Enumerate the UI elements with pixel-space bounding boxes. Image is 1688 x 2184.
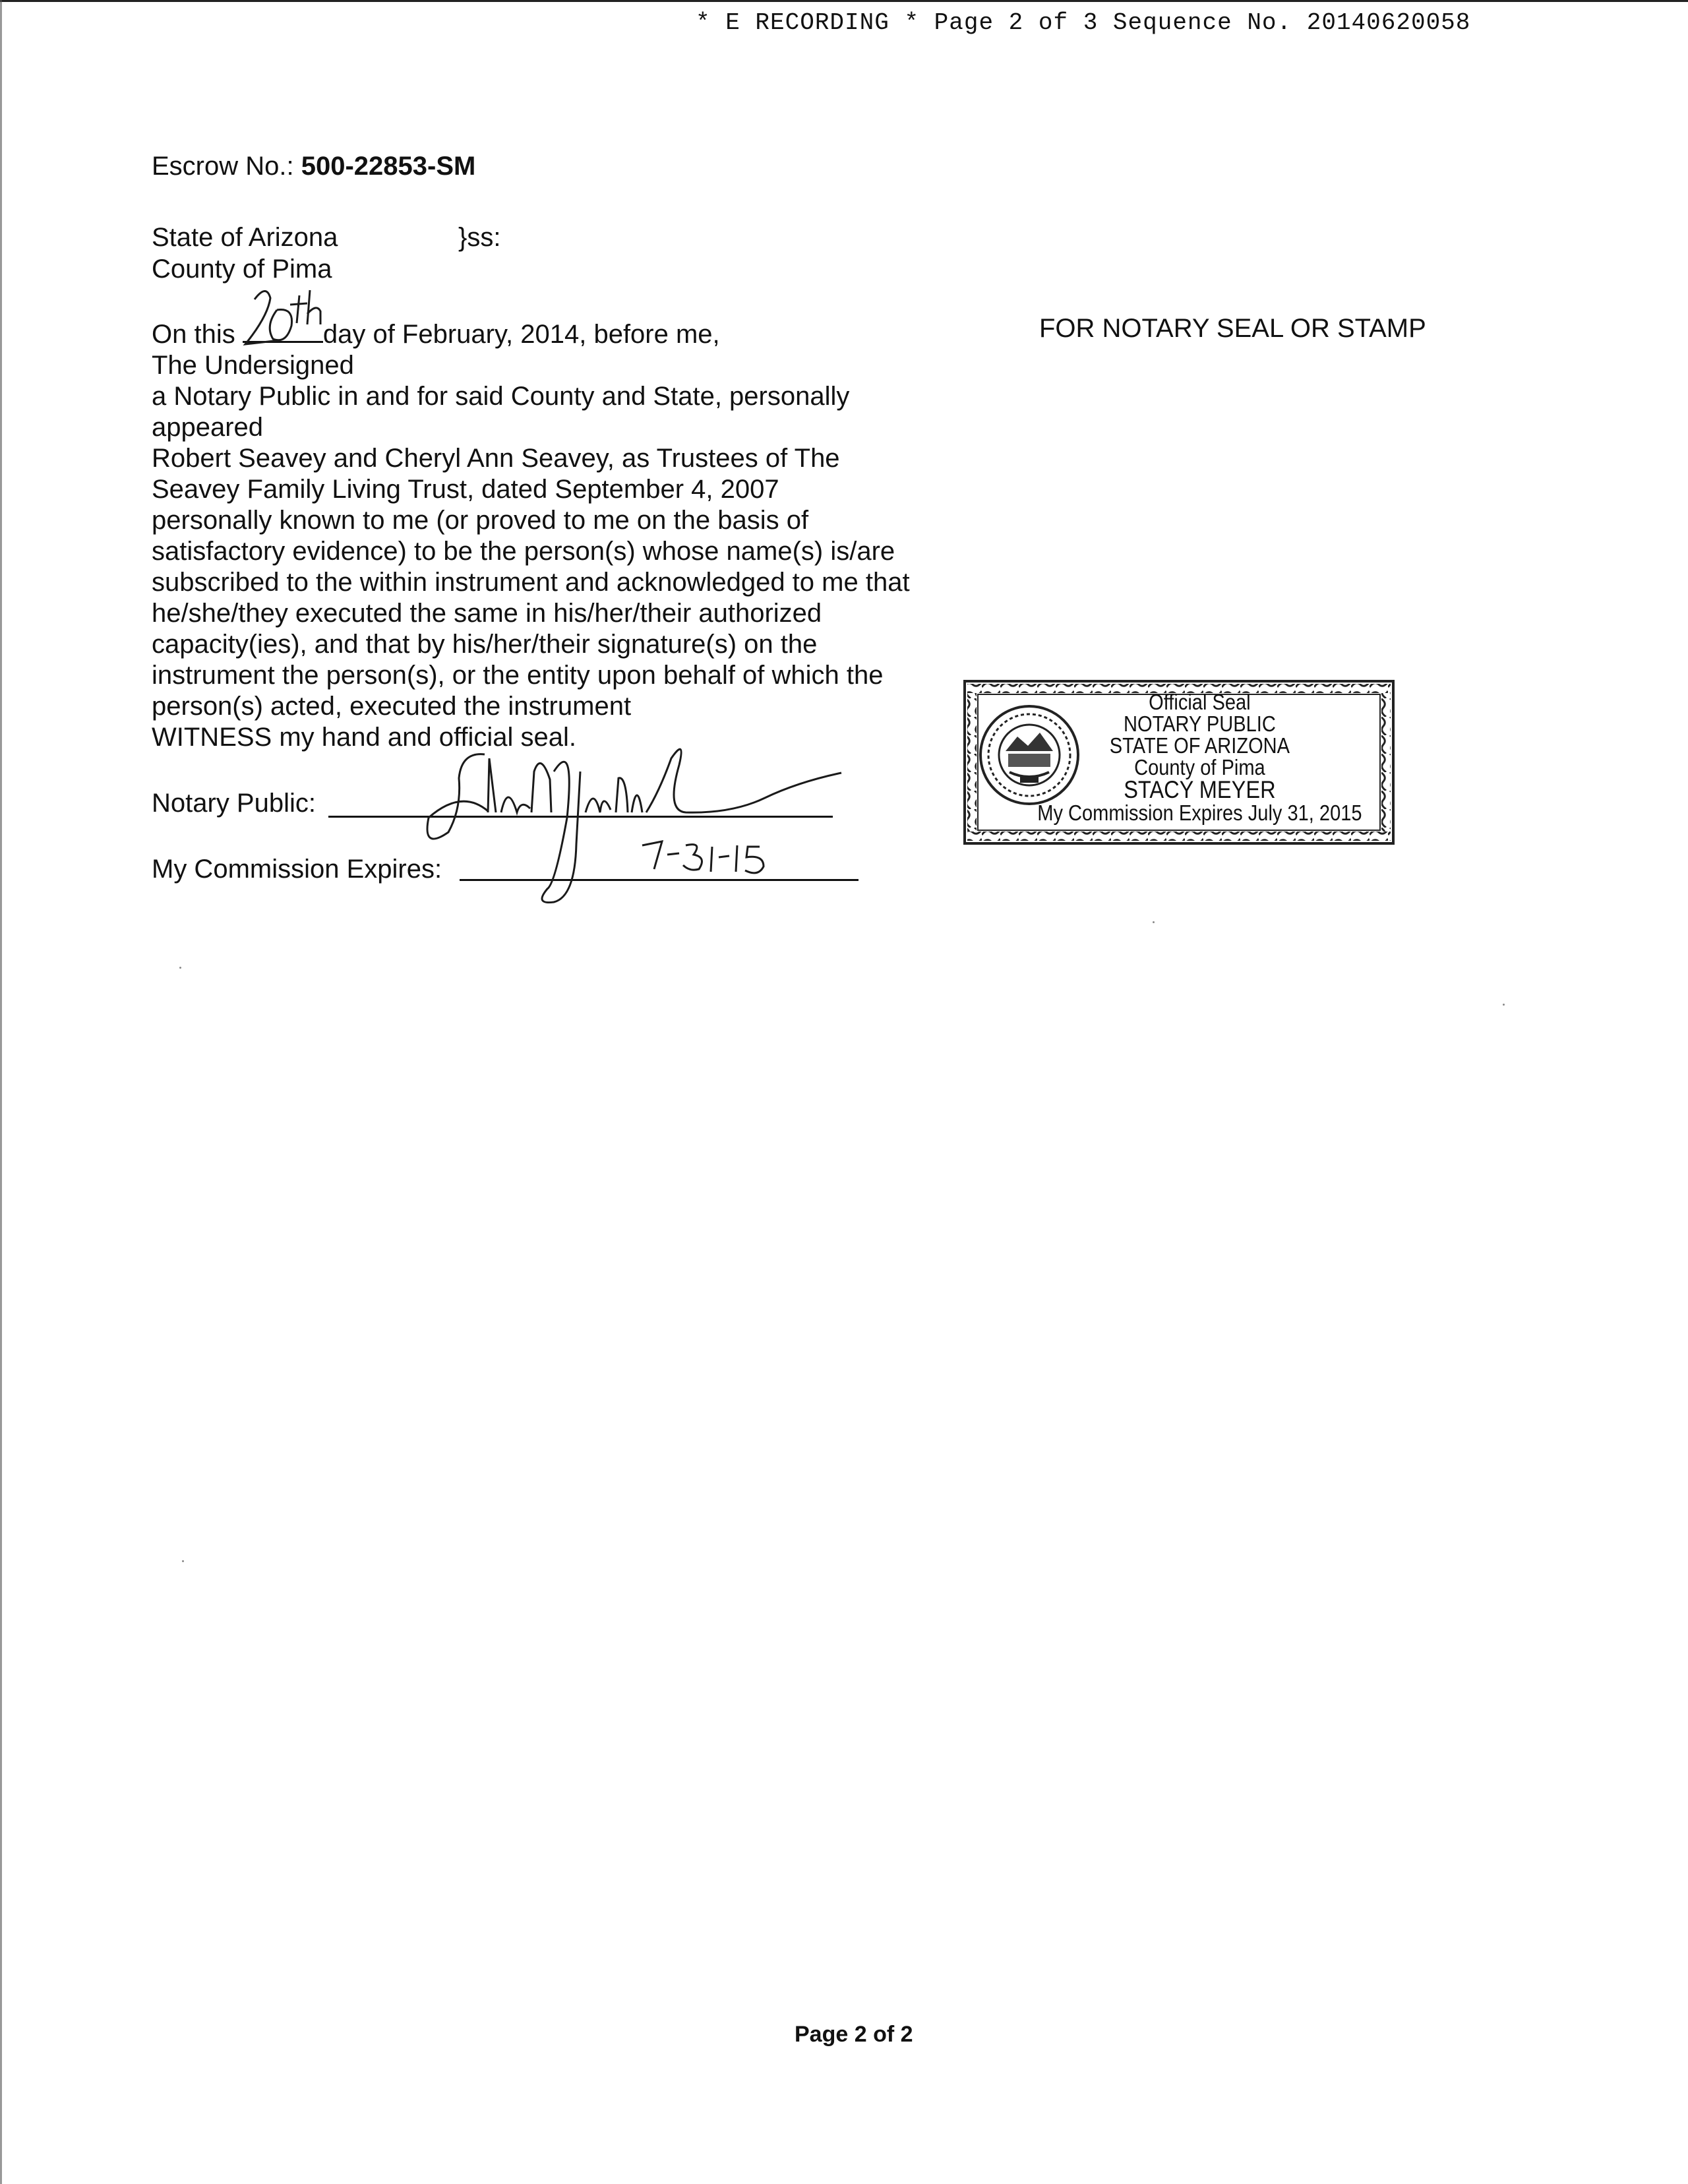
escrow-label: Escrow No.: (152, 152, 294, 181)
top-border-rule (0, 0, 1688, 2)
ack-line: capacity(ies), and that by his/her/their signature(s) on the (152, 630, 818, 659)
stamp-text (1029, 691, 1371, 824)
venue-block (152, 222, 501, 285)
handwritten-expiration (642, 841, 764, 873)
scan-speck (182, 1560, 184, 1562)
venue-state: State of Arizona (152, 223, 338, 252)
ack-line: appeared (152, 413, 264, 442)
stamp-state: STATE OF ARIZONA (1109, 733, 1290, 758)
commission-expires-label: My Commission Expires: (152, 855, 442, 884)
venue-county: County of Pima (152, 255, 332, 284)
ack-line: person(s) acted, executed the instrument (152, 692, 632, 721)
scan-speck (1503, 1004, 1505, 1006)
scan-speck (1153, 921, 1155, 923)
expires-rule (460, 879, 859, 881)
escrow-number: 500-22853-SM (301, 152, 476, 181)
page-footer: Page 2 of 2 (795, 2022, 913, 2047)
escrow-line (152, 152, 475, 181)
stamp-notary-name: STACY MEYER (1124, 776, 1276, 803)
ack-line: satisfactory evidence) to be the person(s) whose name(s) is/are (152, 537, 895, 566)
signature-rule (328, 816, 833, 818)
ack-line: instrument the person(s), or the entity upon behalf of which the (152, 661, 884, 690)
recording-header: * E RECORDING * Page 2 of 3 Sequence No. 20140620058 (696, 9, 1471, 36)
ack-date-prefix: On this (152, 320, 235, 349)
stamp-county: County of Pima (1134, 755, 1265, 779)
stamp-commission-expires: My Commission Expires July 31, 2015 (1037, 801, 1362, 825)
ack-line: WITNESS my hand and official seal. (152, 723, 576, 752)
stamp-official-seal: Official Seal (1149, 690, 1251, 714)
left-scan-edge (0, 0, 2, 2184)
ack-line: he/she/they executed the same in his/her/their authorized (152, 599, 822, 628)
venue-ss: }ss: (458, 223, 501, 252)
stamp-notary-public: NOTARY PUBLIC (1124, 712, 1276, 736)
ack-date-suffix: day of February, 2014, before me, (322, 320, 720, 349)
notary-public-label: Notary Public: (152, 789, 316, 818)
ack-line: a Notary Public in and for said County and State, personally (152, 382, 850, 411)
ack-date-line (152, 319, 963, 350)
seal-area-label: FOR NOTARY SEAL OR STAMP (1039, 314, 1426, 343)
ack-line: Seavey Family Living Trust, dated September 4, 2007 (152, 475, 779, 504)
ack-line: Robert Seavey and Cheryl Ann Seavey, as Trustees of The (152, 444, 840, 473)
ack-line: The Undersigned (152, 351, 354, 380)
day-blank (243, 321, 323, 343)
ack-line: personally known to me (or proved to me on the basis of (152, 506, 809, 535)
acknowledgment-text (152, 319, 963, 753)
ack-line: subscribed to the within instrument and acknowledged to me that (152, 568, 910, 597)
scan-speck (179, 967, 181, 969)
